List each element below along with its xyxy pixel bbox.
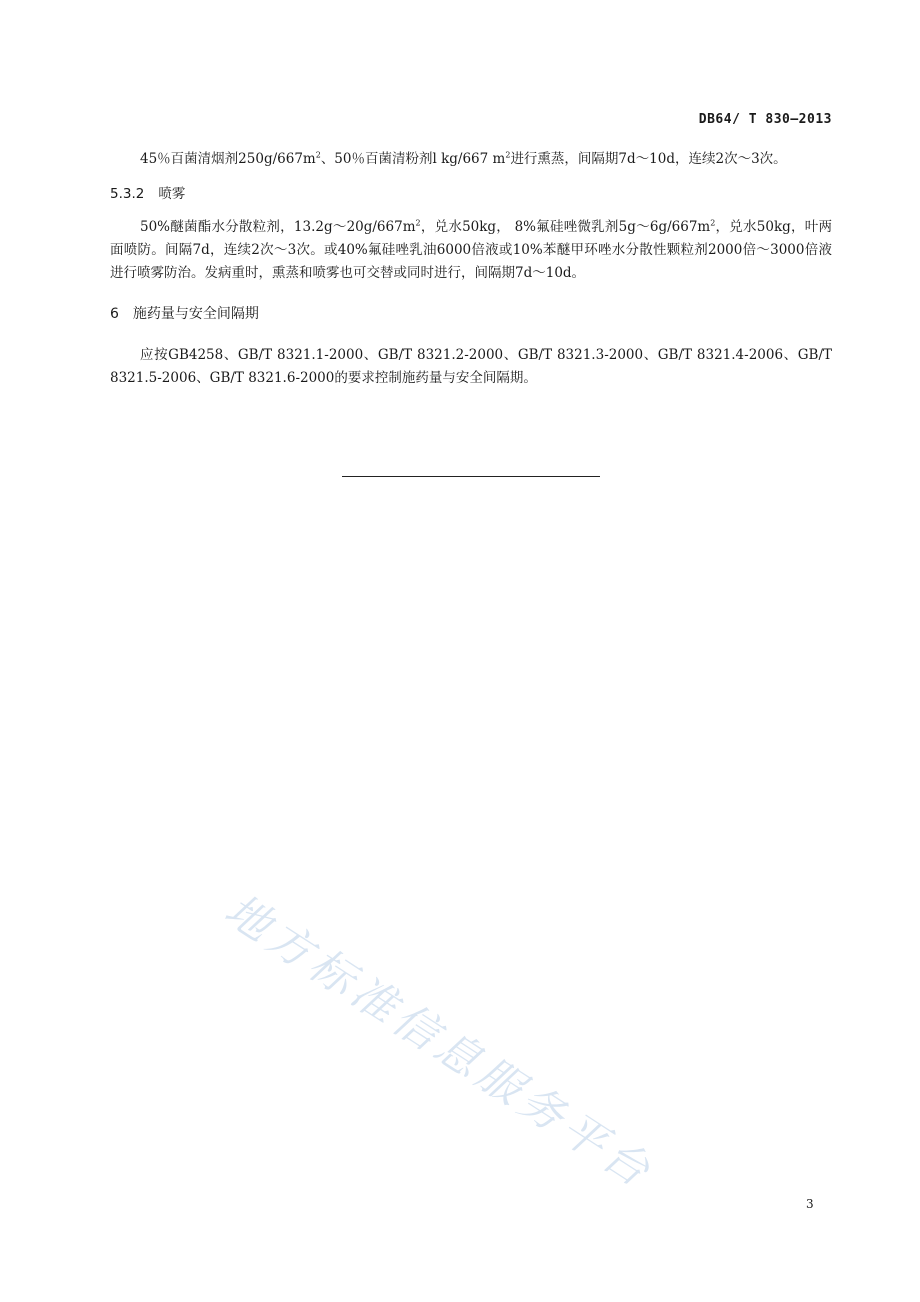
section-number: 6 (110, 306, 119, 322)
paragraph-dosage: 应按GB4258、GB/T 8321.1-2000、GB/T 8321.2-2000、GB/T 8321.3-2000、GB/T 8321.4-2006、GB/T 8321.5-2006、GB/T 8321.6-2000的要求控制施药量与安全间隔期。 (110, 347, 832, 386)
section-title: 施药量与安全间隔期 (132, 306, 259, 322)
paragraph-spraying: 50%醚菌酯水分散粒剂，$13.2g\sim 20g/667m^2$，兑水50kg， 8%氟硅唑微乳剂$5g\sim 6g/667m^2$，兑水50kg，叶两面喷防。间隔7d，连续2次～3次。或40%氟硅唑乳油6000倍液或10%苯醚甲环唑水分散性颗粒剂2000倍～3000倍液进行喷雾防治。发病重时，熏蒸和喷雾也可交替或同时进行，间隔期7d～10d。 (110, 218, 832, 281)
section-number: 5.3.2 (110, 186, 145, 202)
end-of-document-rule (342, 476, 600, 477)
section-title: 喷雾 (158, 186, 186, 202)
document-code: DB64/ T 830—2013 (698, 112, 832, 127)
page-number: 3 (806, 1197, 814, 1211)
watermark: 地方标准信息服务平台 (215, 884, 663, 1200)
section-heading-6 (110, 303, 832, 326)
section-heading-5-3-2 (110, 183, 832, 206)
paragraph-fumigation: 45％百菌清烟剂$250g/667m^2$、50％百菌清粉剂l kg/667 $m^2$进行熏蒸，间隔期7d～10d，连续2次～3次。 (140, 150, 787, 167)
document-body (110, 148, 832, 390)
